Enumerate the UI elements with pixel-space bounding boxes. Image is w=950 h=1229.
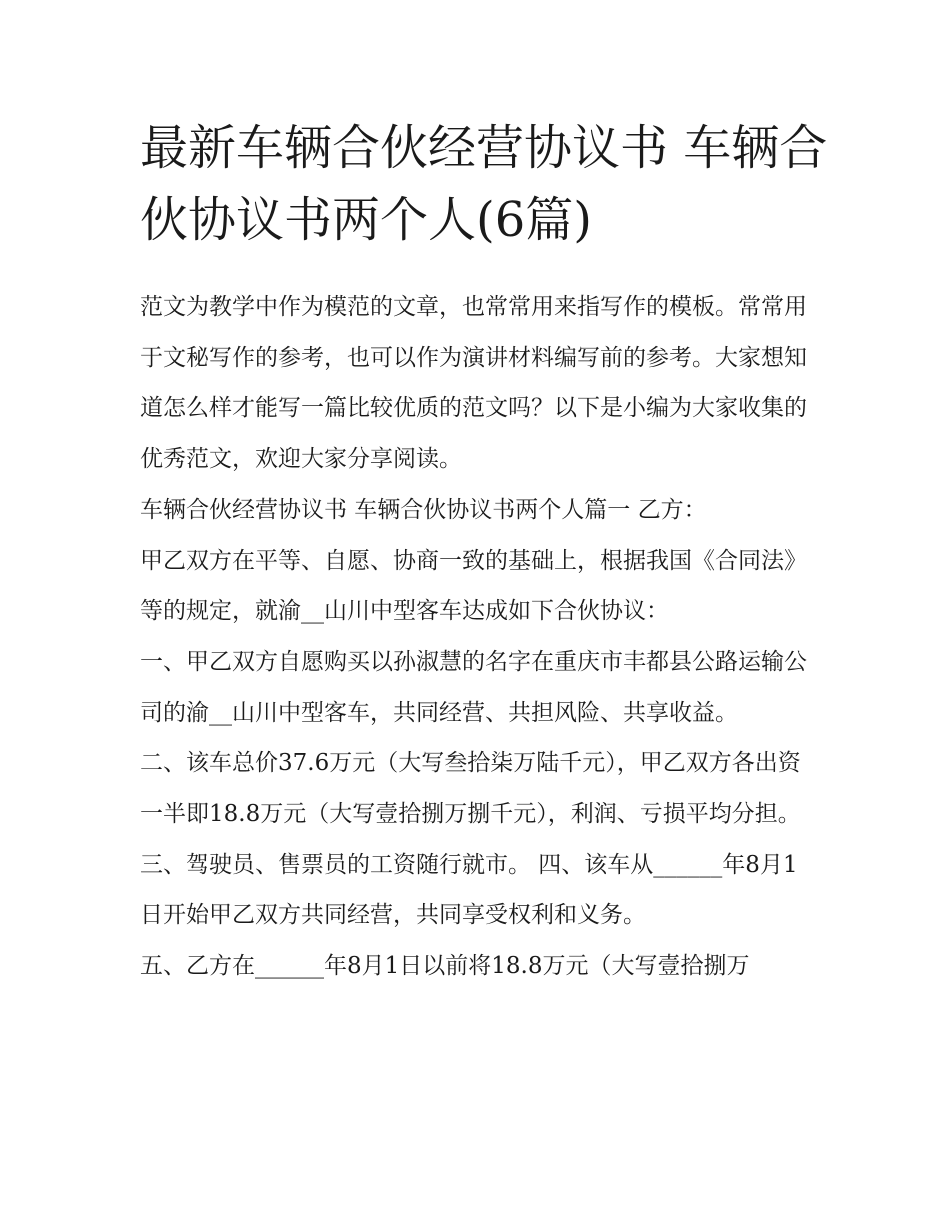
paragraph-clause-2: 二、该车总价37.6万元（大写叁拾柒万陆千元），甲乙双方各出资一半即18.8万元（大写壹拾捌万捌千元），利润、亏损平均分担。	[140, 750, 801, 828]
paragraph-clause-5: 五、乙方在______年8月1日以前将18.8万元（大写壹拾捌万	[140, 953, 750, 980]
paragraph-clause-3-4: 三、驾驶员、售票员的工资随行就市。 四、该车从______年8月1日开始甲乙双方共同经营，共同享受权利和义务。	[140, 851, 798, 929]
paragraph-preamble: 甲乙双方在平等、自愿、协商一致的基础上，根据我国《合同法》等的规定，就渝__山川中型客车达成如下合伙协议：	[140, 547, 807, 625]
paragraph-intro: 范文为教学中作为模范的文章，也常常用来指写作的模板。常常用于文秘写作的参考，也可以作为演讲材料编写前的参考。大家想知道怎么样才能写一篇比较优质的范文吗？以下是小编为大家收集的优秀范文，欢迎大家分享阅读。	[140, 294, 807, 473]
paragraph-clause-1: 一、甲乙双方自愿购买以孙淑慧的名字在重庆市丰都县公路运输公司的渝__山川中型客车，共同经营、共担风险、共享收益。	[140, 648, 807, 726]
document-body	[140, 282, 820, 992]
document-title: 最新车辆合伙经营协议书 车辆合伙协议书两个人(6篇)	[140, 120, 828, 248]
paragraph-heading-1: 车辆合伙经营协议书 车辆合伙协议书两个人篇一 乙方：	[140, 496, 707, 523]
